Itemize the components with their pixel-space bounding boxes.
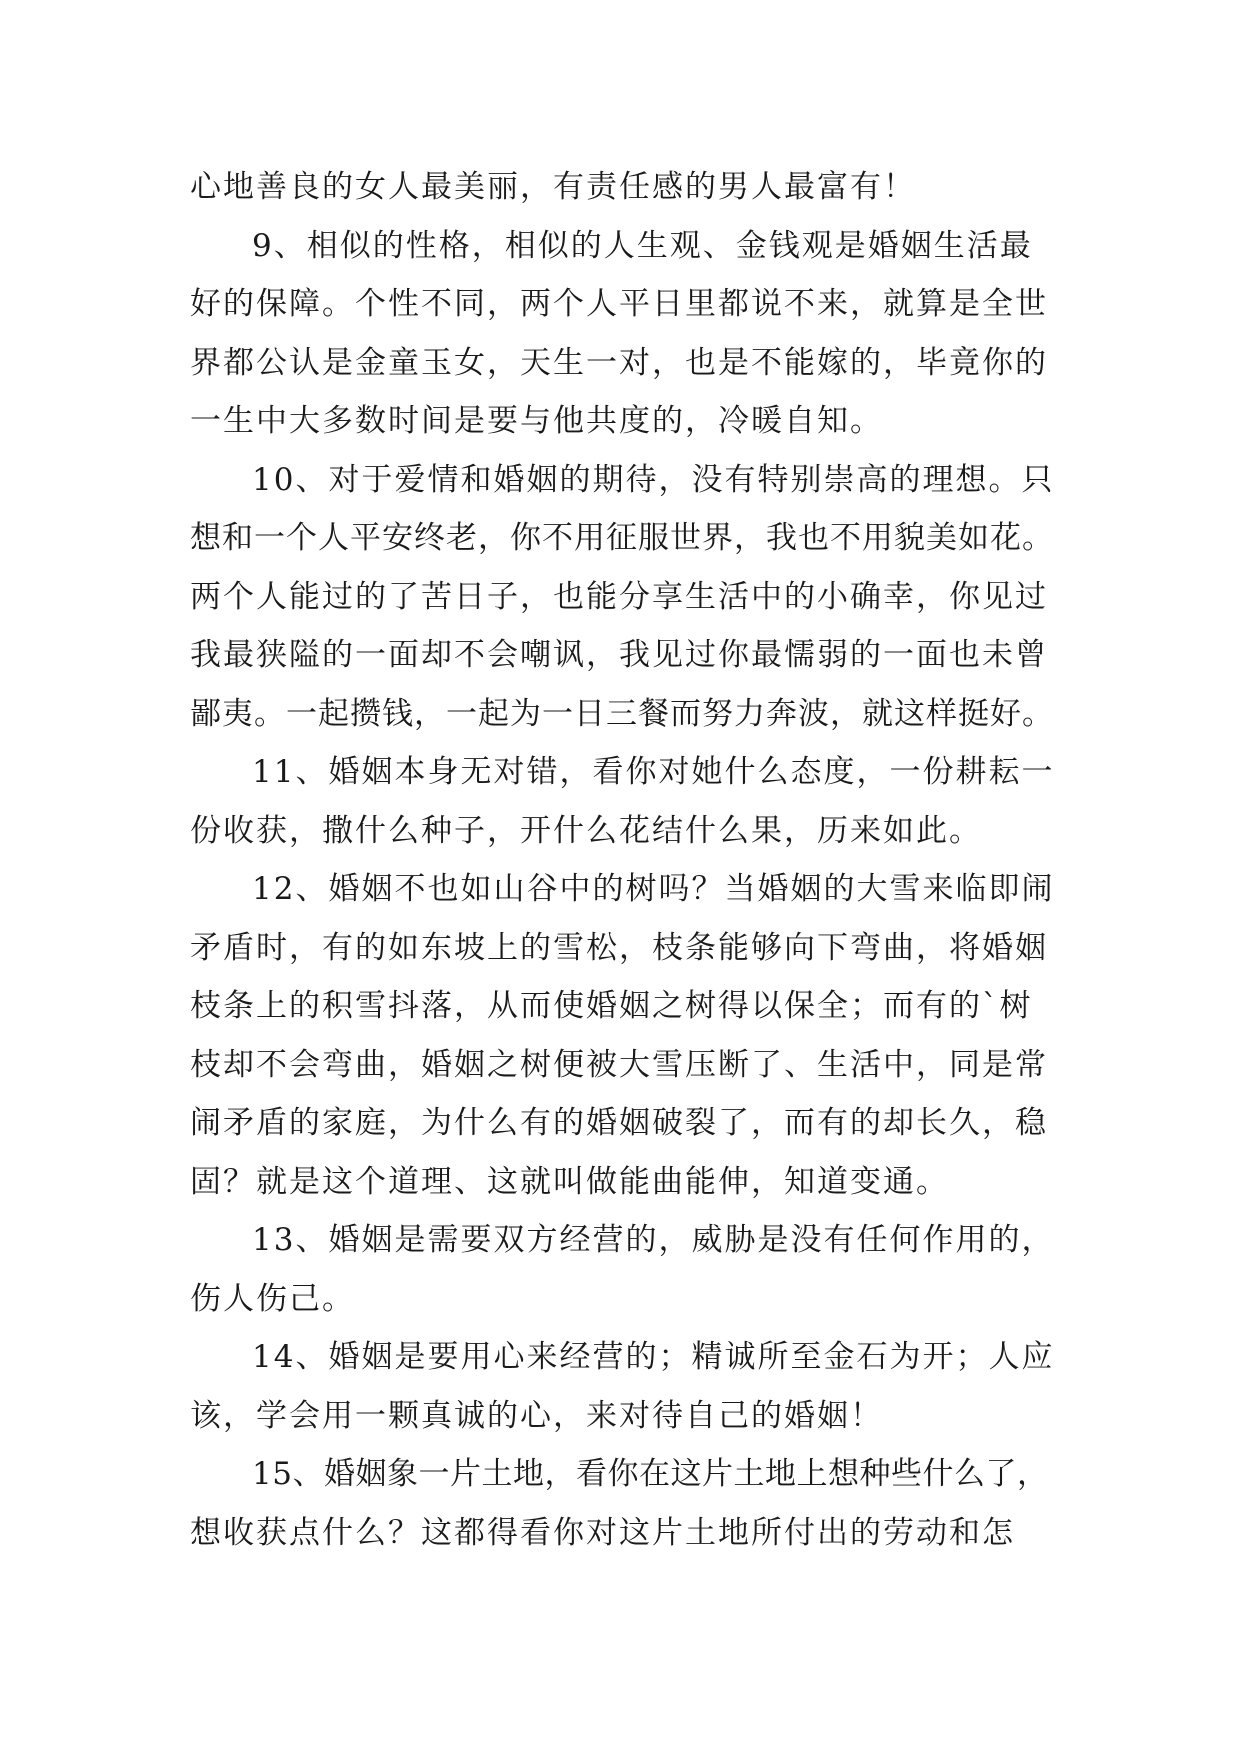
- text-line: 该，学会用一颗真诚的心，来对待自己的婚姻！: [190, 1397, 883, 1434]
- text-line: 10、对于爱情和婚姻的期待，没有特别崇高的理想。只: [252, 461, 1055, 498]
- text-line: 伤人伤己。: [190, 1280, 355, 1317]
- text-line: 14、婚姻是要用心来经营的；精诚所至金石为开；人应: [252, 1339, 1055, 1375]
- text-line: 15、婚姻象一片土地，看你在这片土地上想种些什么了，: [252, 1456, 1049, 1492]
- text-line: 界都公认是金童玉女，天生一对，也是不能嫁的，毕竟你的: [190, 344, 1048, 381]
- text-line: 我最狭隘的一面却不会嘲讽，我见过你最懦弱的一面也未曾: [190, 637, 1048, 673]
- text-line: 12、婚姻不也如山谷中的树吗？当婚姻的大雪来临即闹: [252, 871, 1055, 907]
- text-line: 闹矛盾的家庭，为什么有的婚姻破裂了，而有的却长久，稳: [190, 1105, 1048, 1141]
- text-line: 枝条上的积雪抖落，从而使婚姻之树得以保全；而有的`树: [190, 988, 1033, 1024]
- text-line: 一生中大多数时间是要与他共度的，冷暖自知。: [190, 403, 883, 439]
- text-line: 枝却不会弯曲，婚姻之树便被大雪压断了、生活中，同是常: [190, 1046, 1048, 1083]
- text-line: 固？就是这个道理、这就叫做能曲能伸，知道变通。: [190, 1163, 949, 1200]
- text-line: 想收获点什么？这都得看你对这片土地所付出的劳动和怎: [190, 1514, 1015, 1551]
- text-line: 9、相似的性格，相似的人生观、金钱观是婚姻生活最: [252, 227, 1033, 264]
- text-line: 13、婚姻是需要双方经营的，威胁是没有任何作用的，: [252, 1222, 1055, 1258]
- text-line: 11、婚姻本身无对错，看你对她什么态度，一份耕耘一: [252, 754, 1055, 790]
- text-line: 份收获，撒什么种子，开什么花结什么果，历来如此。: [190, 812, 982, 849]
- text-line: 矛盾时，有的如东坡上的雪松，枝条能够向下弯曲，将婚姻: [190, 929, 1048, 966]
- text-line: 好的保障。个性不同，两个人平日里都说不来，就算是全世: [190, 286, 1048, 322]
- body-text: [190, 158, 1060, 1562]
- text-line: 想和一个人平安终老，你不用征服世界，我也不用貌美如花。: [190, 520, 1054, 556]
- text-line: 心地善良的女人最美丽，有责任感的男人最富有！: [190, 169, 916, 205]
- text-line: 两个人能过的了苦日子，也能分享生活中的小确幸，你见过: [190, 578, 1048, 615]
- text-line: 鄙夷。一起攒钱，一起为一日三餐而努力奔波，就这样挺好。: [190, 695, 1054, 732]
